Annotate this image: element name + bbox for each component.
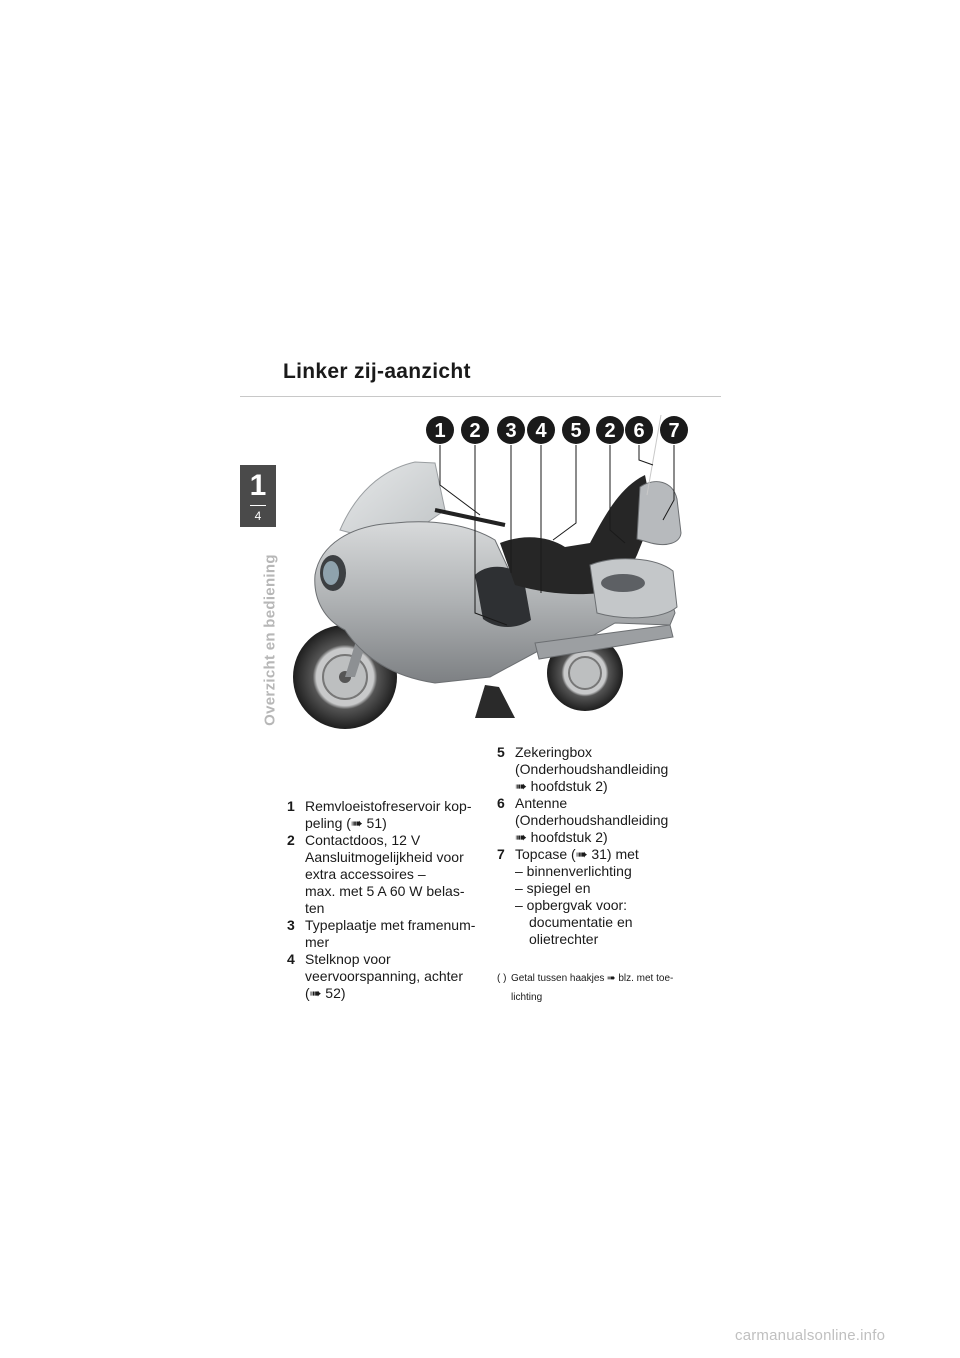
callout-7 [660,416,688,444]
svg-text:4: 4 [535,420,547,442]
legend-text: ➠ hoofdstuk 2) [515,829,608,845]
title-divider [240,396,721,397]
svg-text:1: 1 [434,420,446,442]
callout-4 [527,416,555,444]
legend-text: ten [305,900,325,916]
svg-text:3: 3 [505,420,517,442]
legend-text: (Onderhoudshandleiding [515,761,669,777]
motorcycle-figure [285,415,695,745]
legend-text: Antenne [515,795,568,811]
footnote-mark: ( ) [497,973,507,984]
legend-text: Typeplaatje met framenum- [305,917,476,933]
footnote-text: Getal tussen haakjes ➠ blz. met toe- [511,973,674,984]
legend-text: max. met 5 A 60 W belas- [305,883,465,899]
legend-text: ➠ hoofdstuk 2) [515,778,608,794]
svg-text:2: 2 [469,420,481,442]
chapter-separator [250,505,266,506]
footnote-text: lichting [511,992,543,1003]
legend-text: (➠ 52) [305,985,346,1001]
callout-3 [497,416,525,444]
page-number: 4 [254,509,262,523]
legend-text: olietrechter [529,931,599,947]
legend-text: peling (➠ 51) [305,815,387,831]
legend-number: 7 [497,846,505,862]
legend-number: 5 [497,744,505,760]
legend-text: mer [305,934,330,950]
callout-6 [625,416,653,444]
footnote [497,969,707,1007]
callout-2b [596,416,624,444]
legend-text: – opbergvak voor: [515,897,628,913]
legend-text: Aansluitmogelijkheid voor [305,849,464,865]
chapter-tab [240,465,276,527]
chapter-number: 1 [249,469,267,502]
legend-item-2 [287,832,487,917]
center-stand [475,685,515,718]
legend-text: (Onderhoudshandleiding [515,812,669,828]
legend-text: – binnenverlichting [515,863,632,879]
svg-text:5: 5 [570,420,582,442]
legend-text: extra accessoires – [305,866,426,882]
legend-item-3 [287,917,487,951]
callout-5 [562,416,590,444]
legend-right [497,744,697,948]
svg-text:7: 7 [668,420,680,442]
legend-text: veervoorspanning, achter [305,968,463,984]
legend-number: 3 [287,917,295,933]
legend-item-7 [497,846,697,948]
callout-2 [461,416,489,444]
legend-item-1 [287,798,487,832]
page-title: Linker zij-aanzicht [283,360,471,383]
legend-number: 4 [287,951,295,967]
legend-text: – spiegel en [515,880,591,896]
svg-text:6: 6 [633,420,645,442]
chapter-side-label: Overzicht en bediening [261,554,279,726]
callout-1 [426,416,454,444]
legend-item-5 [497,744,697,795]
legend-left [287,798,487,1002]
legend-number: 2 [287,832,295,848]
legend-number: 1 [287,798,295,814]
legend-text: Topcase (➠ 31) met [515,846,639,862]
legend-text: documentatie en [529,914,633,930]
legend-text: Stelknop voor [305,951,391,967]
legend-item-6 [497,795,697,846]
watermark: carmanualsonline.info [735,1327,886,1344]
svg-text:2: 2 [604,420,616,442]
legend-text: Remvloeistofreservoir kop- [305,798,472,814]
legend-text: Contactdoos, 12 V [305,832,421,848]
legend-text: Zekeringbox [515,744,593,760]
legend-item-4 [287,951,487,1002]
legend-number: 6 [497,795,505,811]
